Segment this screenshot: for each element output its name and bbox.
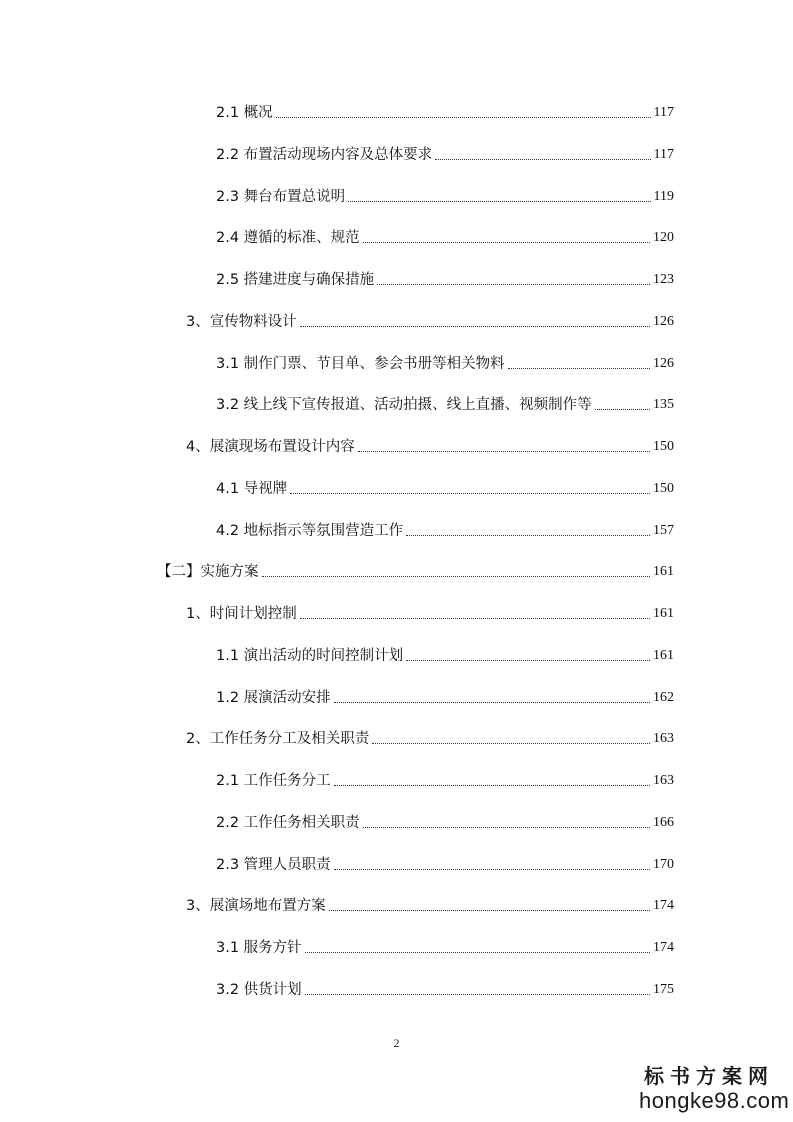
toc-dot-leader xyxy=(363,242,650,243)
toc-entry[interactable] xyxy=(216,811,674,833)
toc-dot-leader xyxy=(334,702,650,703)
toc-entry[interactable] xyxy=(216,143,674,165)
toc-entry-title: 2.1 概况 xyxy=(216,105,273,121)
toc-entry[interactable] xyxy=(216,268,674,290)
toc-entry-title: 3.1 服务方针 xyxy=(216,940,302,956)
toc-dot-leader xyxy=(300,326,650,327)
toc-entry[interactable] xyxy=(216,853,674,875)
toc-entry[interactable] xyxy=(157,560,674,582)
toc-entry-title: 2.3 舞台布置总说明 xyxy=(216,189,346,205)
toc-dot-leader xyxy=(377,284,650,285)
toc-entry-page: 126 xyxy=(653,356,674,371)
toc-entry-title: 3.2 供货计划 xyxy=(216,982,302,998)
toc-dot-leader xyxy=(358,451,650,452)
toc-entry-title: 3.1 制作门票、节目单、参会书册等相关物料 xyxy=(216,356,505,372)
toc-entry-title: 3.2 线上线下宣传报道、活动拍摄、线上直播、视频制作等 xyxy=(216,397,592,413)
toc-dot-leader xyxy=(262,576,651,577)
toc-dot-leader xyxy=(406,535,650,536)
toc-entry-title: 4、展演现场布置设计内容 xyxy=(186,439,355,455)
toc-entry-page: 161 xyxy=(653,648,674,663)
toc-dot-leader xyxy=(305,994,650,995)
toc-dot-leader xyxy=(276,117,651,118)
toc-entry-title: 2.5 搭建进度与确保措施 xyxy=(216,272,375,288)
toc-entry-title: 1.1 演出活动的时间控制计划 xyxy=(216,648,404,664)
toc-entry-page: 120 xyxy=(653,230,674,245)
toc-entry[interactable] xyxy=(186,435,674,457)
toc-entry[interactable] xyxy=(216,519,674,541)
toc-entry-page: 174 xyxy=(653,940,674,955)
toc-entry-page: 175 xyxy=(653,982,674,997)
toc-entry[interactable] xyxy=(186,310,674,332)
watermark-chinese: 标书方案网 xyxy=(644,1064,774,1088)
toc-entry-page: 117 xyxy=(653,147,674,162)
toc-entry-page: 166 xyxy=(653,815,674,830)
toc-entry[interactable] xyxy=(216,393,674,415)
toc-dot-leader xyxy=(300,618,650,619)
toc-entry-page: 163 xyxy=(653,773,674,788)
toc-entry-title: 2.3 管理人员职责 xyxy=(216,857,331,873)
toc-entry-title: 2、工作任务分工及相关职责 xyxy=(186,731,370,747)
toc-entry-title: 2.1 工作任务分工 xyxy=(216,773,331,789)
toc-entry[interactable] xyxy=(186,602,674,624)
toc-entry[interactable] xyxy=(216,936,674,958)
toc-entry-page: 174 xyxy=(653,898,674,913)
toc-dot-leader xyxy=(406,660,650,661)
toc-entry[interactable] xyxy=(186,894,674,916)
toc-dot-leader xyxy=(363,827,650,828)
watermark xyxy=(639,1064,790,1114)
toc-entry[interactable] xyxy=(216,352,674,374)
toc-entry-title: 3、展演场地布置方案 xyxy=(186,898,326,914)
toc-entry-title: 4.2 地标指示等氛围营造工作 xyxy=(216,523,404,539)
toc-entry-page: 150 xyxy=(653,439,674,454)
toc-entry[interactable] xyxy=(216,769,674,791)
toc-entry[interactable] xyxy=(216,644,674,666)
toc-entry[interactable] xyxy=(216,185,674,207)
toc-entry-title: 3、宣传物料设计 xyxy=(186,314,297,330)
toc-entry[interactable] xyxy=(216,686,674,708)
toc-entry[interactable] xyxy=(216,978,674,1000)
toc-dot-leader xyxy=(508,368,650,369)
toc-entry-page: 119 xyxy=(653,189,674,204)
toc-entry[interactable] xyxy=(186,727,674,749)
toc-dot-leader xyxy=(334,869,650,870)
toc-dot-leader xyxy=(305,952,650,953)
toc-entry-title: 2.4 遵循的标准、规范 xyxy=(216,230,360,246)
toc-entry-page: 150 xyxy=(653,481,674,496)
toc-entry[interactable] xyxy=(216,226,674,248)
toc-dot-leader xyxy=(348,201,650,202)
toc-entry-page: 161 xyxy=(653,606,674,621)
toc-entry-page: 123 xyxy=(653,272,674,287)
toc-dot-leader xyxy=(329,910,650,911)
toc-entry-title: 1.2 展演活动安排 xyxy=(216,690,331,706)
watermark-url: hongke98.com xyxy=(639,1088,790,1113)
toc-entry-page: 163 xyxy=(653,731,674,746)
page-number: 2 xyxy=(393,1036,400,1050)
toc-entry-title: 【二】实施方案 xyxy=(157,564,259,580)
toc-entry-page: 161 xyxy=(653,564,674,579)
toc-entry-title: 2.2 布置活动现场内容及总体要求 xyxy=(216,147,433,163)
toc-entry-page: 117 xyxy=(653,105,674,120)
toc-dot-leader xyxy=(372,743,650,744)
toc-entry-page: 162 xyxy=(653,690,674,705)
toc-entry-page: 157 xyxy=(653,523,674,538)
toc-entry-page: 135 xyxy=(653,397,674,412)
toc-dot-leader xyxy=(435,159,650,160)
toc-dot-leader xyxy=(334,785,650,786)
toc-entry-page: 170 xyxy=(653,857,674,872)
toc-dot-leader xyxy=(595,409,650,410)
toc-entry-page: 126 xyxy=(653,314,674,329)
toc-entry-title: 2.2 工作任务相关职责 xyxy=(216,815,360,831)
toc-entry[interactable] xyxy=(216,477,674,499)
toc-entry-title: 1、时间计划控制 xyxy=(186,606,297,622)
toc-dot-leader xyxy=(290,493,650,494)
toc-entry[interactable] xyxy=(216,101,674,123)
toc-entry-title: 4.1 导视牌 xyxy=(216,481,288,497)
